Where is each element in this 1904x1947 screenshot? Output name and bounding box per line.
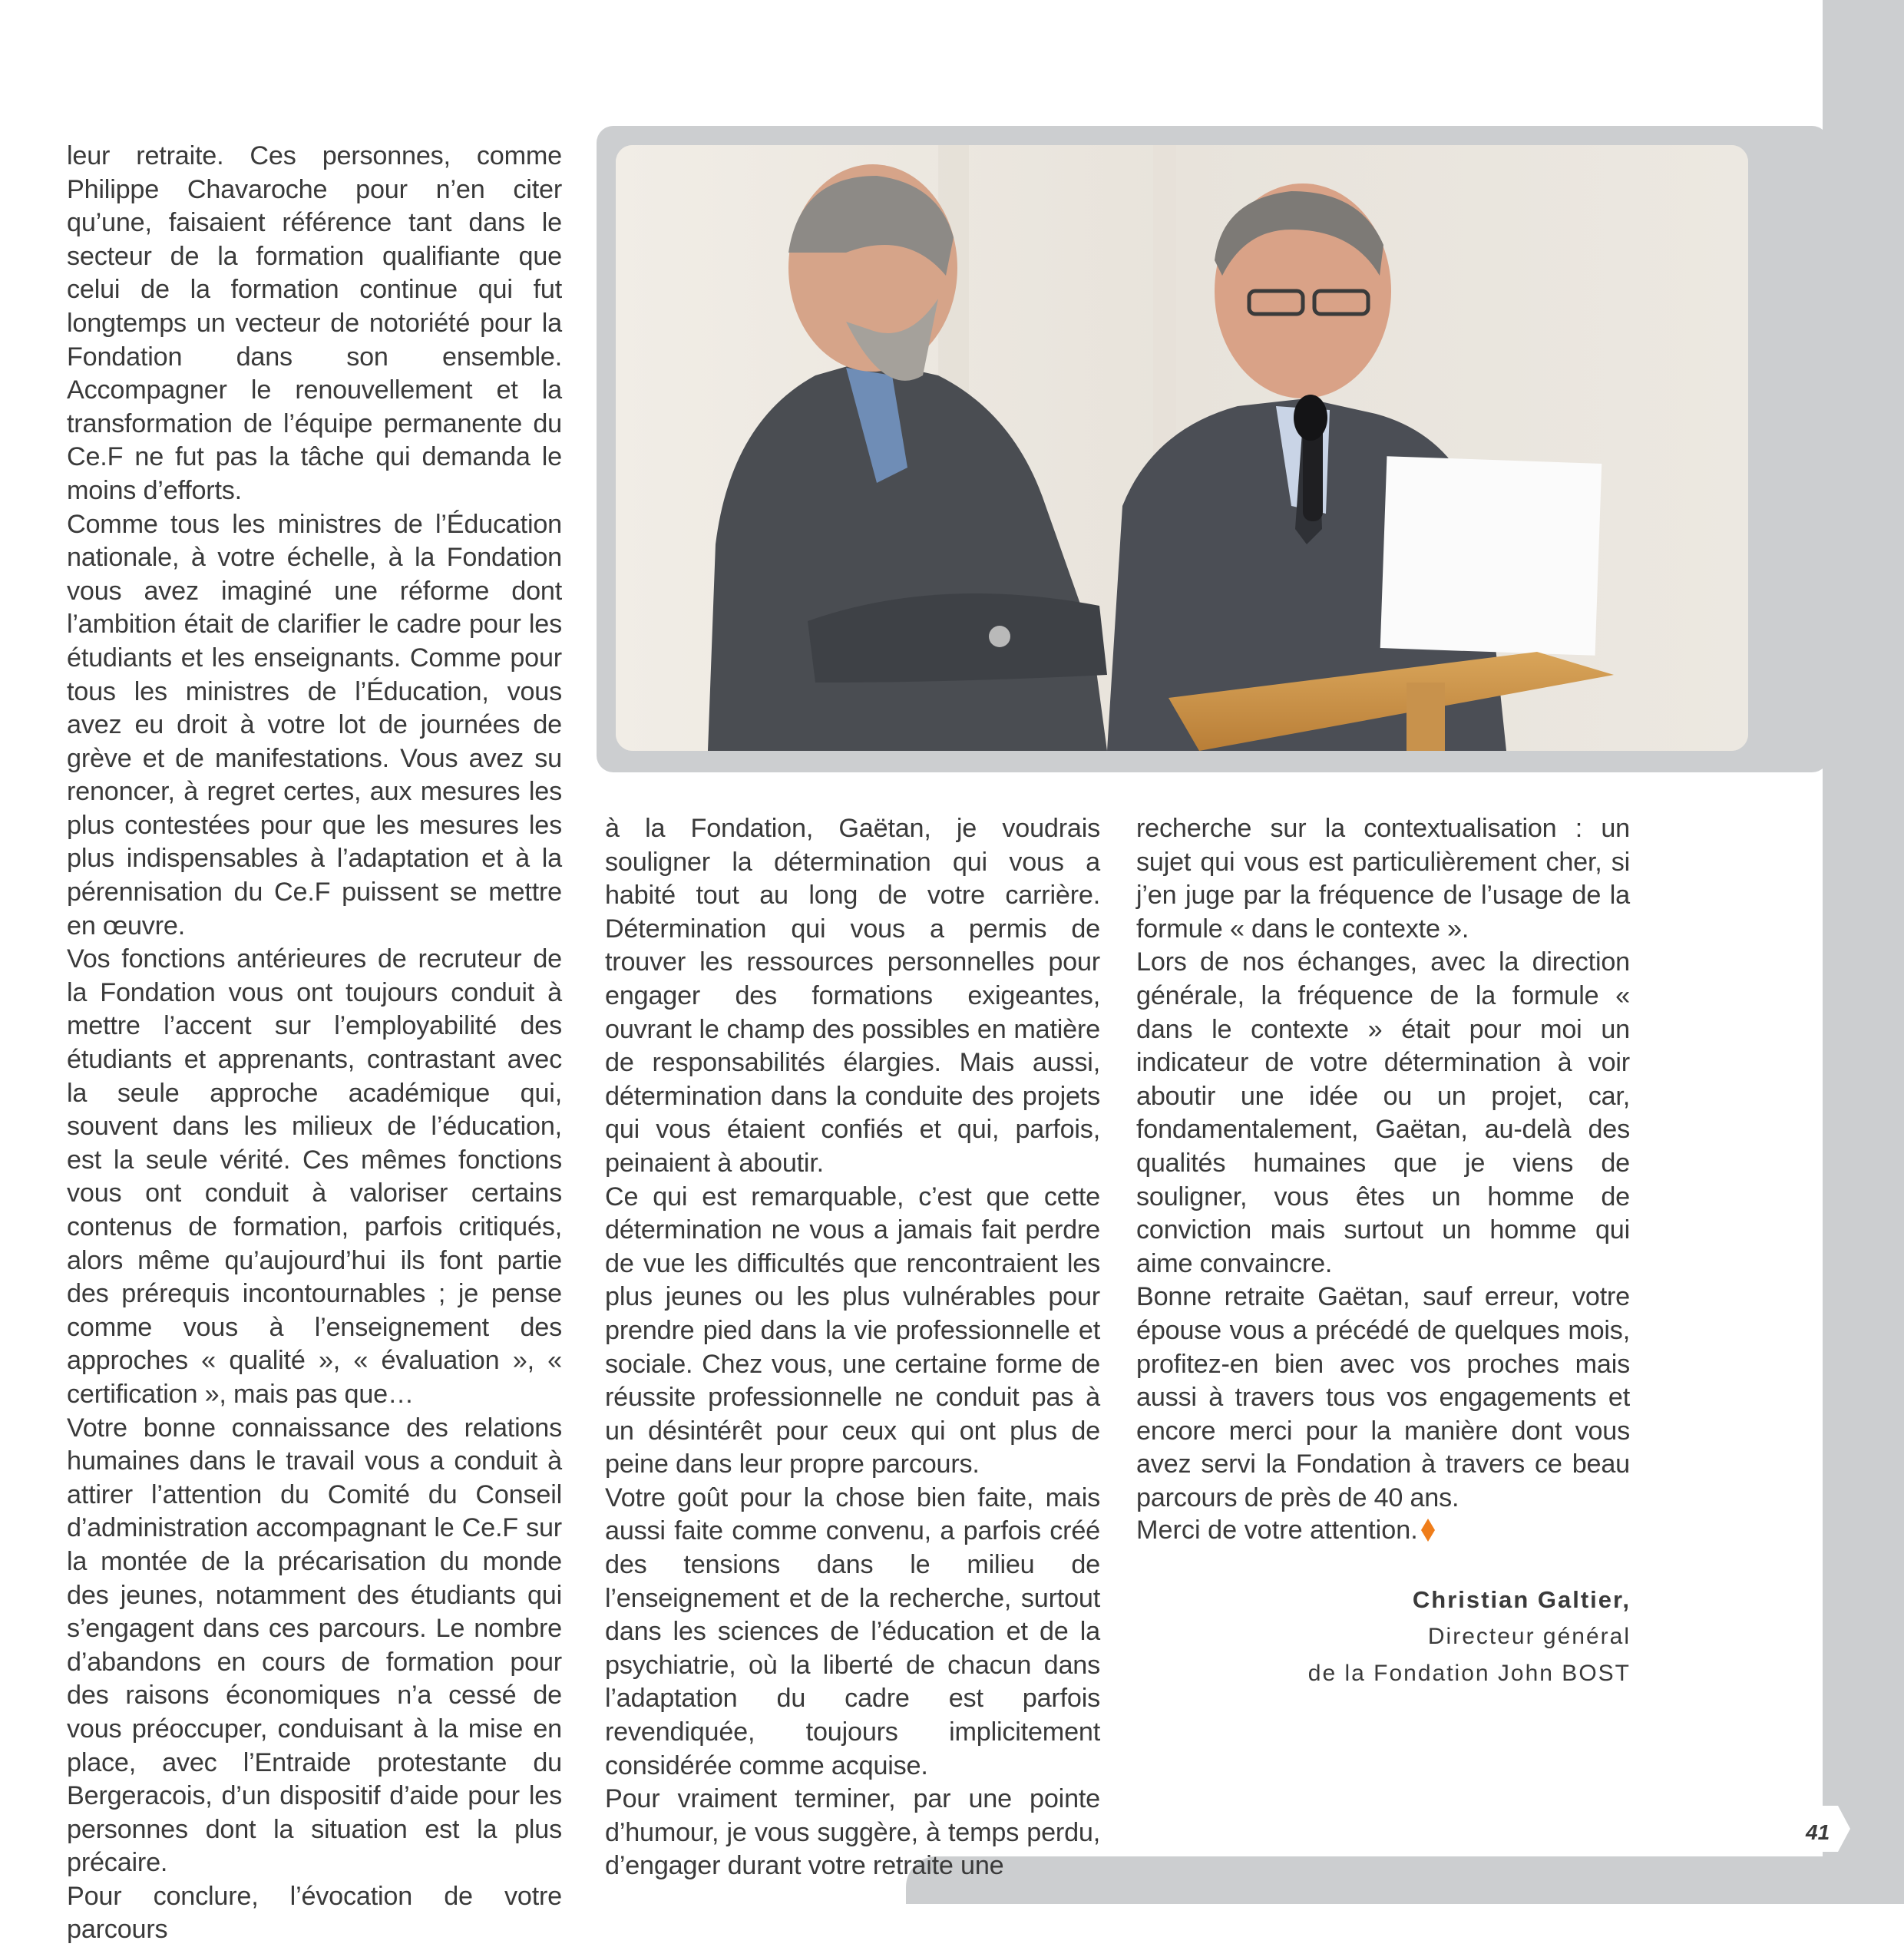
paragraph: Comme tous les ministres de l’Éducation nationale, à votre échelle, à la Fondation vous avez imaginé une réforme dont l’ambition était de clarifier le cadre pour les étudiants et les enseignants. Comme pour tous les ministres de l’Éducation, vous avez eu droit à votre lot de journées de grève et de manifestations. Vous avez su renoncer, à regret certes, aux mesures les plus contestées pour que les mesures les plus indispensables à l’adaptation et à la pérennisation du Ce.F puissent se mettre en œuvre. bbox=[67, 509, 562, 940]
signature-block bbox=[1308, 1582, 1631, 1692]
paragraph: Pour vraiment terminer, par une pointe d’humour, je vous suggère, à temps perdu, d’engager durant votre retraite une bbox=[605, 1784, 1100, 1881]
right-margin-band bbox=[1823, 0, 1904, 1904]
text-column-2 bbox=[605, 812, 1100, 1883]
paragraph: Bonne retraite Gaëtan, sauf erreur, votre épouse vous a précédé de quelques mois, profitez-en bien avec vos proches mais aussi à travers tous vos engagements et encore merci pour la manière dont vous avez servi la Fondation à travers ce beau parcours de près de 40 ans. bbox=[1136, 1282, 1630, 1512]
text-column-3 bbox=[1136, 812, 1630, 1515]
signature-org: de la Fondation John BOST bbox=[1307, 1661, 1631, 1686]
signature-title: Directeur général bbox=[1427, 1624, 1631, 1649]
text-column-1 bbox=[67, 140, 562, 1947]
diamond-icon bbox=[1421, 1519, 1435, 1542]
page-number: 41 bbox=[1806, 1820, 1830, 1844]
event-photo bbox=[616, 145, 1748, 751]
closing-text: Merci de votre attention. bbox=[1136, 1516, 1418, 1545]
paragraph: Votre bonne connaissance des relations humaines dans le travail vous a conduit à attirer l’attention du Comité du Conseil d’administration accompagnant le Ce.F sur la montée de la précarisation du monde des jeunes, notamment des étudiants qui s’engagent dans ces parcours. Le nombre d’abandons en cours de formation pour des raisons économiques n’a cessé de vous préoccuper, conduisant à la mise en place, avec l’Entraide protestante du Bergeracois, d’un dispositif d’aide pour les personnes dont la situation est la plus précaire. bbox=[67, 1413, 562, 1878]
page-corner-mid bbox=[1789, 772, 1823, 1856]
paragraph: Votre goût pour la chose bien faite, mais aussi faite comme convenu, a parfois créé des tensions dans le milieu de l’enseignement et de la recherche, surtout dans les sciences de l’éducation et de la psychiatrie, où la liberté de chacun dans l’adaptation du cadre est parfois revendiquée, toujours implicitement considérée comme acquise. bbox=[605, 1483, 1100, 1780]
paragraph: leur retraite. Ces personnes, comme Philippe Chavaroche pour n’en citer qu’une, faisaient référence tant dans le secteur de la formation qualifiante que celui de la formation continue qui fut longtemps un vecteur de notoriété pour la Fondation dans son ensemble. Accompagner le renouvellement et la transformation de l’équipe permanente du Ce.F ne fut pas la tâche qui demanda le moins d’efforts. bbox=[67, 141, 562, 505]
paragraph: Lors de nos échanges, avec la direction générale, la fréquence de la formule « dans le contexte » était pour moi un indicateur de votre détermination à voir aboutir une idée ou un projet, car, fondamentalement, Gaëtan, au-delà des qualités humaines que je viens de souligner, vous êtes un homme de conviction mais surtout un homme qui aime convaincre. bbox=[1136, 947, 1630, 1278]
paragraph: à la Fondation, Gaëtan, je voudrais souligner la détermination qui vous a habité tout au long de votre carrière. Détermination qui vous a permis de trouver les ressources personnelles pour engager des formations exigeantes, ouvrant le champ des possibles en matière de responsabilités élargies. Mais aussi, détermination dans la conduite des projets qui vous étaient confiés et qui, parfois, peinaient à aboutir. bbox=[605, 814, 1100, 1178]
paragraph: Pour conclure, l’évocation de votre parcours bbox=[67, 1881, 562, 1945]
paragraph: Ce qui est remarquable, c’est que cette détermination ne vous a jamais fait perdre de vue les difficultés que rencontraient les plus jeunes ou les plus vulnérables pour prendre pied dans la vie professionnelle et sociale. Chez vous, une certaine forme de réussite professionnelle ne conduit pas à un désintérêt pour ceux qui ont plus de peine dans leur propre parcours. bbox=[605, 1182, 1100, 1479]
page-corner-top bbox=[1789, 0, 1823, 126]
signature-name: Christian Galtier, bbox=[1412, 1586, 1631, 1613]
photo-two-men-at-lectern bbox=[616, 145, 1748, 751]
paragraph: recherche sur la contextualisation : un sujet qui vous est particulièrement cher, si j’en juge par la fréquence de l’usage de la formule « dans le contexte ». bbox=[1136, 814, 1630, 944]
closing-line bbox=[1136, 1514, 1435, 1548]
paragraph: Vos fonctions antérieures de recruteur de la Fondation vous ont toujours conduit à mettre l’accent sur l’employabilité des étudiants et apprenants, contrastant avec la seule approche académique qui, souvent dans les milieux de l’éducation, est la seule vérité. Ces mêmes fonctions vous ont conduit à valoriser certains contenus de formation, parfois critiqués, alors même qu’aujourd’hui ils font partie des prérequis incontournables ; je pense comme vous à l’enseignement des approches « qualité », « évaluation », « certification », mais pas que… bbox=[67, 944, 562, 1409]
